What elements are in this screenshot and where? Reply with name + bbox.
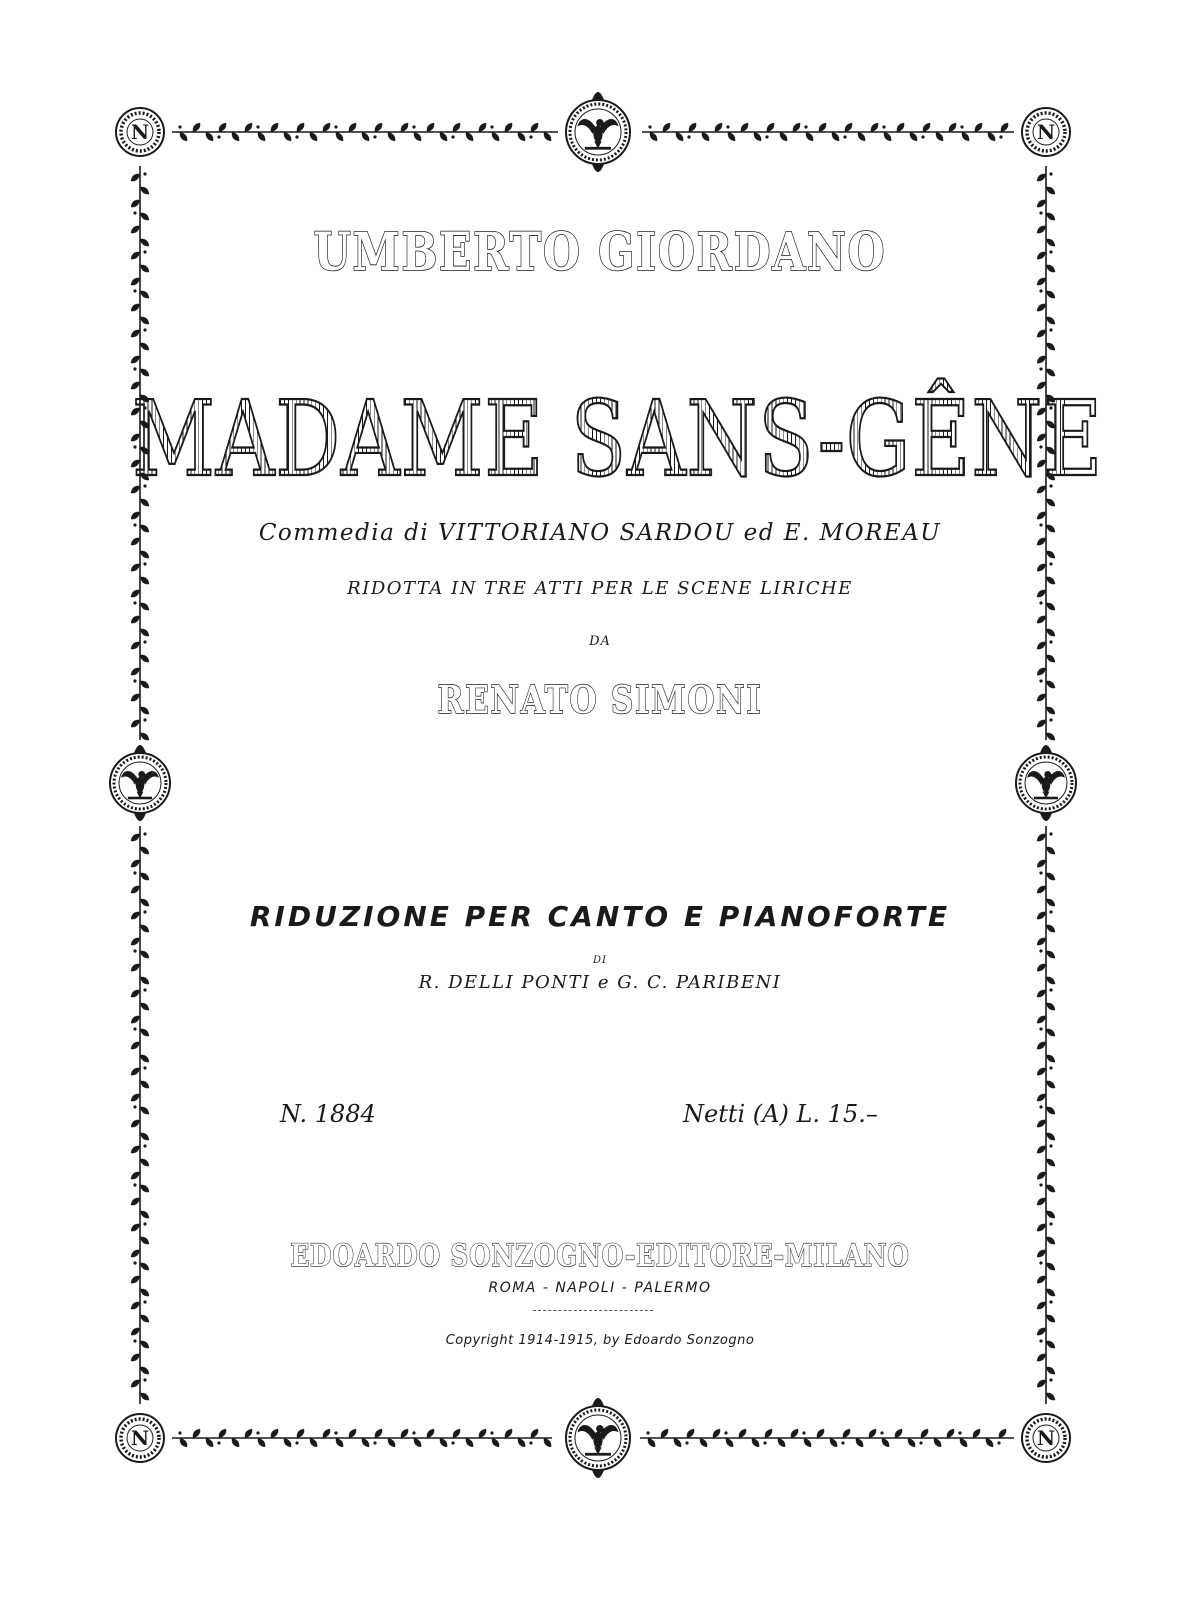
eagle-medallion-bottom	[566, 1398, 630, 1478]
svg-text:N: N	[130, 1426, 150, 1450]
bottom-garland-left	[172, 1429, 552, 1447]
eagle-medallion-right	[1016, 745, 1076, 821]
di-label: DI	[593, 955, 607, 966]
librettist-name: RENATO SIMONI	[437, 677, 763, 722]
publisher-name: EDOARDO SONZOGNO-EDITORE-MILANO	[290, 1238, 910, 1274]
publisher-cities: ROMA - NAPOLI - PALERMO	[488, 1280, 712, 1296]
top-garland-right	[642, 123, 1014, 141]
opera-title: MADAME SANS-GÊNE	[132, 378, 1104, 500]
adaptation-credit: RIDOTTA IN TRE ATTI PER LE SCENE LIRICHE	[347, 578, 853, 599]
corner-medallion-top-right	[1022, 108, 1070, 156]
svg-text:N: N	[1036, 1426, 1056, 1450]
reduction-title: RIDUZIONE PER CANTO E PIANOFORTE	[249, 900, 951, 933]
corner-medallion-top-left	[116, 108, 164, 156]
comedy-credit: Commedia di VITTORIANO SARDOU ed E. MOREAU	[258, 520, 942, 546]
corner-medallion-bottom-left	[116, 1414, 164, 1462]
arrangers-credit: R. DELLI PONTI e G. C. PARIBENI	[418, 972, 782, 993]
da-label: DA	[589, 634, 611, 649]
price-label: Netti (A) L. 15.–	[683, 1100, 878, 1128]
eagle-medallion-left	[110, 745, 170, 821]
separator-rule	[533, 1310, 653, 1311]
catalog-number: N. 1884	[280, 1100, 376, 1128]
bottom-garland-right	[640, 1429, 1014, 1447]
composer-name: UMBERTO GIORDANO	[313, 222, 887, 283]
svg-text:N: N	[1036, 120, 1056, 144]
svg-text:N: N	[130, 120, 150, 144]
eagle-medallion-top	[566, 92, 630, 172]
corner-medallion-bottom-right	[1022, 1414, 1070, 1462]
copyright-notice: Copyright 1914-1915, by Edoardo Sonzogno	[445, 1333, 755, 1348]
top-garland-left	[172, 123, 558, 141]
